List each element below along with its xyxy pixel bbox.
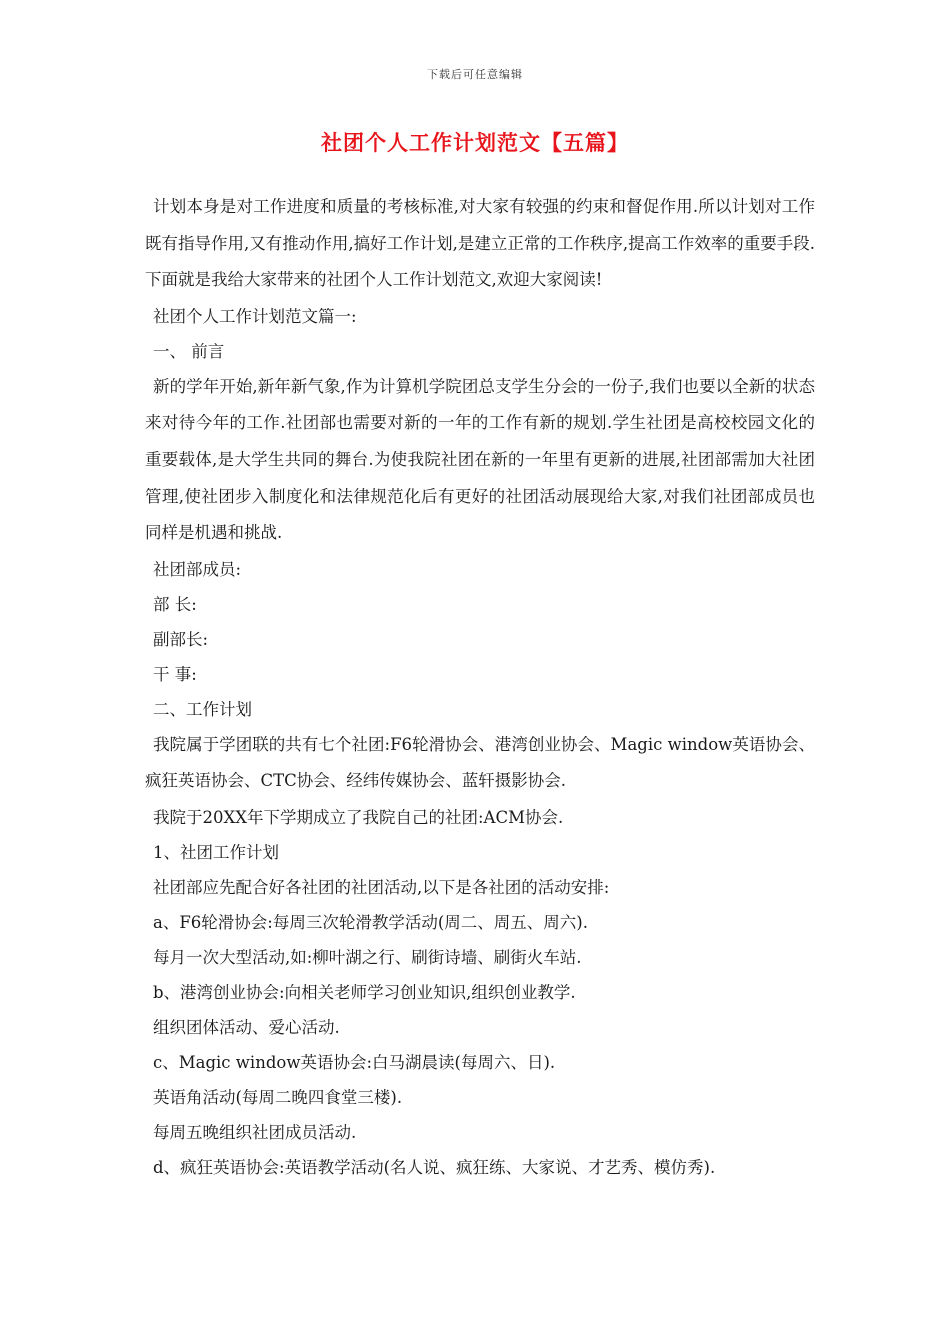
document-body — [145, 189, 815, 1185]
paragraph-list — [145, 299, 815, 1185]
section-heading: 社团个人工作计划范文篇一: — [153, 306, 357, 326]
body-line: 社团部应先配合好各社团的社团活动,以下是各社团的活动安排: — [153, 877, 610, 897]
body-line: 部 长: — [153, 594, 197, 614]
list-item: d、疯狂英语协会:英语教学活动(名人说、疯狂练、大家说、才艺秀、模仿秀). — [153, 1157, 716, 1177]
subsection-heading: 一、 前言 — [153, 341, 225, 361]
subsection-heading: 1、社团工作计划 — [153, 842, 279, 862]
body-line: 社团部成员: — [153, 559, 242, 579]
list-item: 英语角活动(每周二晚四食堂三楼). — [153, 1087, 403, 1107]
list-item: a、F6轮滑协会:每周三次轮滑教学活动(周二、周五、周六). — [153, 912, 588, 932]
intro-paragraph: 计划本身是对工作进度和质量的考核标准,对大家有较强的约束和督促作用.所以计划对工作既有指导作用,又有推动作用,搞好工作计划,是建立正常的工作秩序,提高工作效率的重要手段.下面就是我给大家带来的社团个人工作计划范文,欢迎大家阅读! — [145, 197, 815, 290]
body-paragraph: 我院属于学团联的共有七个社团:F6轮滑协会、港湾创业协会、Magic window英语协会、疯狂英语协会、CTC协会、经纬传媒协会、蓝轩摄影协会. — [145, 734, 815, 791]
header-note: 下载后可任意编辑 — [427, 68, 523, 81]
body-paragraph: 新的学年开始,新年新气象,作为计算机学院团总支学生分会的一份子,我们也要以全新的状态来对待今年的工作.社团部也需要对新的一年的工作有新的规划.学生社团是高校校园文化的重要载体,是大学生共同的舞台.为使我院社团在新的一年里有更新的进展,社团部需加大社团管理,使社团步入制度化和法律规范化后有更好的社团活动展现给大家,对我们社团部成员也同样是机遇和挑战. — [145, 376, 815, 543]
body-line: 副部长: — [153, 629, 209, 649]
body-line: 我院于20XX年下学期成立了我院自己的社团:ACM协会. — [153, 807, 564, 827]
subsection-heading: 二、工作计划 — [153, 699, 252, 719]
document-title: 社团个人工作计划范文【五篇】 — [321, 130, 629, 155]
list-item: 组织团体活动、爱心活动. — [153, 1017, 340, 1037]
body-line: 干 事: — [153, 664, 197, 684]
list-item: c、Magic window英语协会:白马湖晨读(每周六、日). — [153, 1052, 556, 1072]
list-item: 每月一次大型活动,如:柳叶湖之行、刷街诗墙、刷街火车站. — [153, 947, 582, 967]
list-item: b、港湾创业协会:向相关老师学习创业知识,组织创业教学. — [153, 982, 576, 1002]
list-item: 每周五晚组织社团成员活动. — [153, 1122, 357, 1142]
